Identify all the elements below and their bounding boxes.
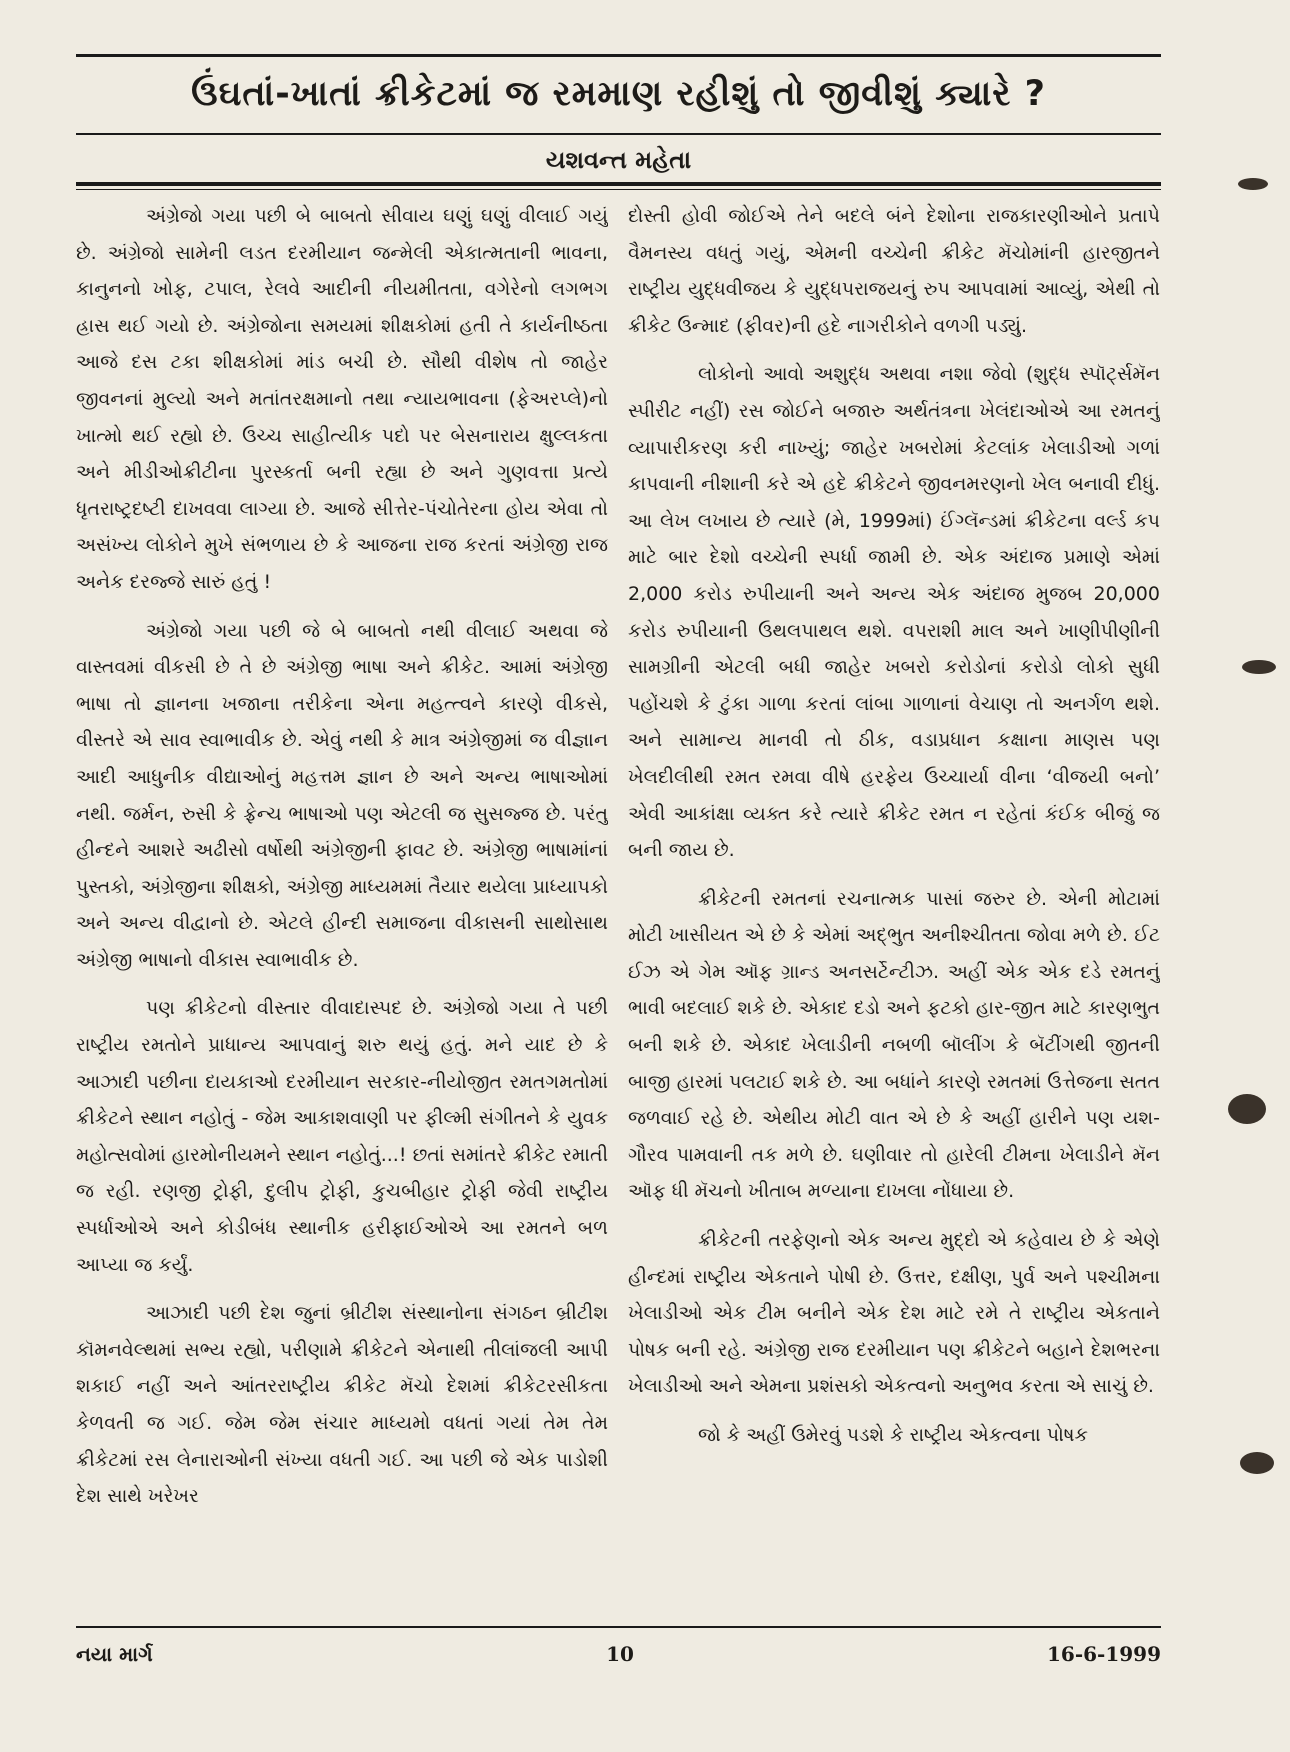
left-column — [76, 198, 608, 1618]
publication-name: નયા માર્ગ — [76, 1642, 153, 1666]
issue-date: 16-6-1999 — [1046, 1642, 1161, 1666]
paragraph: આઝાદી પછી દેશ જુનાં બ્રીટીશ સંસ્થાનોના સંગઠન બ્રીટીશ કૉમનવેલ્થમાં સભ્ય રહ્યો, પરીણામે ક્રીકેટને એનાથી તીલાંજલી આપી શકાઈ નહીં અને આંતરરાષ્ટ્રીય ક્રીકેટ મૅચો દેશમાં ક્રીકેટરસીકતા કેળવતી જ ગઈ. જેમ જેમ સંચાર માધ્યમો વધતાં ગયાં તેમ તેમ ક્રીકેટમાં રસ લેનારાઓની સંખ્યા વધતી ગઈ. આ પછી જે એક પાડોશી દેશ સાથે ખરેખર — [76, 1302, 608, 1508]
paragraph: અંગ્રેજો ગયા પછી જે બે બાબતો નથી વીલાઈ અથવા જે વાસ્તવમાં વીકસી છે તે છે અંગ્રેજી ભાષા અને ક્રીકેટ. આમાં અંગ્રેજી ભાષા તો જ્ઞાનના ખજાના તરીકેના એના મહત્ત્વને કારણે વીકસે, વીસ્તરે એ સાવ સ્વાભાવીક છે. એવું નથી કે માત્ર અંગ્રેજીમાં જ વીજ્ઞાન આદી આધુનીક વીદ્યાઓનું મહત્તમ જ્ઞાન છે અને અન્ય ભાષાઓમાં નથી. જર્મન, રુસી કે ફ્રેન્ચ ભાષાઓ પણ એટલી જ સુસજ્જ છે. પરંતુ હીન્દને આશરે અઢીસો વર્ષોથી અંગ્રેજીની ફાવટ છે. અંગ્રેજી ભાષામાંનાં પુસ્તકો, અંગ્રેજીના શીક્ષકો, અંગ્રેજી માધ્યમમાં તૈયાર થયેલા પ્રાધ્યાપકો અને અન્ય વીદ્વાનો છે. એટલે હીન્દી સમાજના વીકાસની સાથોસાથ અંગ્રેજી ભાષાનો વીકાસ સ્વાભાવીક છે. — [76, 619, 608, 971]
paragraph: લોકોનો આવો અશુદ્ધ અથવા નશા જેવો (શુદ્ધ સ્પૉર્ટ્સમૅન સ્પીરીટ નહીં) રસ જોઈને બજારુ અર્થતંત્રના ખેલંદાઓએ આ રમતનું વ્યાપારીકરણ કરી નાખ્યું; જાહેર ખબરોમાં કેટલાંક ખેલાડીઓ ગળાં કાપવાની નીશાની કરે એ હદે ક્રીકેટને જીવનમરણનો ખેલ બનાવી દીધું. આ લેખ લખાય છે ત્યારે (મે, 1999માં) ઈંગ્લૅન્ડમાં ક્રીકેટના વર્લ્ડ કપ માટે બાર દેશો વચ્ચેની સ્પર્ધા જામી છે. એક અંદાજ પ્રમાણે એમાં 2,000 કરોડ રુપીયાની અને અન્ય એક અંદાજ મુજબ 20,000 કરોડ રુપીયાની ઉથલપાથલ થશે. વપરાશી માલ અને ખાણીપીણીની સામગ્રીની એટલી બધી જાહેર ખબરો કરોડોનાં કરોડો લોકો સુધી પહોંચશે કે ટુંકા ગાળા કરતાં લાંબા ગાળાનાં વેચાણ તો અનર્ગળ થશે. અને સામાન્ય માનવી તો ઠીક, વડાપ્રધાન કક્ષાના માણસ પણ ખેલદીલીથી રમત રમવા વીષે હરફેય ઉચ્ચાર્યા વીના ‘વીજયી બનો’ એવી આકાંક્ષા વ્યક્ત કરે ત્યારે ક્રીકેટ રમત ન રહેતાં કંઈક બીજું જ બની જાય છે. — [628, 363, 1160, 862]
page-edge-blemish — [1228, 1094, 1266, 1124]
author-rule-thick — [76, 182, 1161, 186]
paragraph: પણ ક્રીકેટનો વીસ્તાર વીવાદાસ્પદ છે. અંગ્રેજો ગયા તે પછી રાષ્ટ્રીય રમતોને પ્રાધાન્ય આપવાનું શરુ થયું હતું. મને યાદ છે કે આઝાદી પછીના દાયકાઓ દરમીયાન સરકાર-નીયોજીત રમતગમતોમાં ક્રીકેટને સ્થાન નહોતું - જેમ આકાશવાણી પર ફીલ્મી સંગીતને કે યુવક મહોત્સવોમાં હારમોનીયમને સ્થાન નહોતું...! છતાં સમાંતરે ક્રીકેટ રમાતી જ રહી. રણજી ટ્રોફી, દુલીપ ટ્રોફી, કુચબીહાર ટ્રોફી જેવી રાષ્ટ્રીય સ્પર્ધાઓએ અને કોડીબંધ સ્થાનીક હરીફાઈઓએ આ રમતને બળ આપ્યા જ કર્યું. — [76, 997, 608, 1276]
paragraph: જો કે અહીં ઉમેરવું પડશે કે રાષ્ટ્રીય એકત્વના પોષક — [698, 1424, 1088, 1446]
article-title: ઉંઘતાં-ખાતાં ક્રીકેટમાં જ રમમાણ રહીશું તો જીવીશું ક્યારે ? — [191, 74, 1046, 114]
right-column — [628, 198, 1160, 1618]
top-rule — [76, 54, 1161, 57]
paragraph: અંગ્રેજો ગયા પછી બે બાબતો સીવાય ઘણું ઘણું વીલાઈ ગયું છે. અંગ્રેજો સામેની લડત દરમીયાન જન્મેલી એકાત્મતાની ભાવના, કાનુનનો ખોફ, ટપાલ, રેલવે આદીની નીયમીતતા, વગેરેનો લગભગ હ્રાસ થઈ ગયો છે. અંગ્રેજોના સમયમાં શીક્ષકોમાં હતી તે કાર્યનીષ્ઠતા આજે દસ ટકા શીક્ષકોમાં માંડ બચી છે. સૌથી વીશેષ તો જાહેર જીવનનાં મુલ્યો અને મતાંતરક્ષમાનો તથા ન્યાયભાવના (ફેઅરપ્લે)નો ખાત્મો થઈ રહ્યો છે. ઉચ્ચ સાહીત્યીક પદો પર બેસનારાય ક્ષુલ્લકતા અને મીડીઓક્રીટીના પુરસ્કર્તા બની રહ્યા છે અને ગુણવત્તા પ્રત્યે ધૃતરાષ્ટ્રદષ્ટી દાખવવા લાગ્યા છે. આજે સીત્તેર-પંચોતેરના હોય એવા તો અસંખ્ય લોકોને મુખે સંભળાય છે કે આજના રાજ કરતાં અંગ્રેજી રાજ અનેક દરજ્જે સારું હતું ! — [76, 205, 608, 593]
page-edge-blemish — [1238, 178, 1268, 190]
paragraph: ક્રીકેટની રમતનાં રચનાત્મક પાસાં જરુર છે. એની મોટામાં મોટી ખાસીયત એ છે કે એમાં અદ્‌ભુત અનીશ્ચીતતા જોવા મળે છે. ઈટ ઈઝ એ ગેમ ઑફ ગ્રાન્ડ અનસર્ટેન્ટીઝ. અહીં એક એક દડે રમતનું ભાવી બદલાઈ શકે છે. એકાદ દડો અને ફટકો હાર-જીત માટે કારણભુત બની શકે છે. એકાદ ખેલાડીની નબળી બૉલીંગ કે બૅટીંગથી જીતની બાજી હારમાં પલટાઈ શકે છે. આ બધાંને કારણે રમતમાં ઉત્તેજના સતત જળવાઈ રહે છે. એથીય મોટી વાત એ છે કે અહીં હારીને પણ યશ-ગૌરવ પામવાની તક મળે છે. ઘણીવાર તો હારેલી ટીમના ખેલાડીને મૅન ઑફ ધી મૅચનો ખીતાબ મળ્યાના દાખલા નોંધાયા છે. — [628, 887, 1160, 1203]
page-edge-blemish — [1242, 660, 1276, 674]
page-edge-blemish — [1240, 1452, 1274, 1474]
page-number: 10 — [606, 1642, 634, 1666]
author-rule-thin — [76, 189, 1161, 190]
paragraph: દોસ્તી હોવી જોઈએ તેને બદલે બંને દેશોના રાજકારણીઓને પ્રતાપે વૈમનસ્ય વધતું ગયું, એમની વચ્ચેની ક્રીકેટ મૅચોમાંની હારજીતને રાષ્ટ્રીય યુદ્ધવીજય કે યુદ્ધપરાજયનું રુપ આપવામાં આવ્યું, એથી તો ક્રીકેટ ઉન્માદ (ફીવર)ની હદે નાગરીકોને વળગી પડ્યું. — [628, 205, 1160, 337]
footer-rule — [76, 1626, 1161, 1628]
author-name: યશવન્ત મહેતા — [545, 146, 692, 174]
paragraph: ક્રીકેટની તરફેણનો એક અન્ય મુદ્દો એ કહેવાય છે કે એણે હીન્દમાં રાષ્ટ્રીય એકતાને પોષી છે. ઉત્તર, દક્ષીણ, પુર્વ અને પશ્ચીમના ખેલાડીઓ એક ટીમ બનીને એક દેશ માટે રમે તે રાષ્ટ્રીય એકતાને પોષક બની રહે. અંગ્રેજી રાજ દરમીયાન પણ ક્રીકેટને બહાને દેશભરના ખેલાડીઓ અને એમના પ્રશંસકો એકત્વનો અનુભવ કરતા એ સાચું છે. — [628, 1229, 1160, 1398]
title-rule — [76, 133, 1161, 135]
